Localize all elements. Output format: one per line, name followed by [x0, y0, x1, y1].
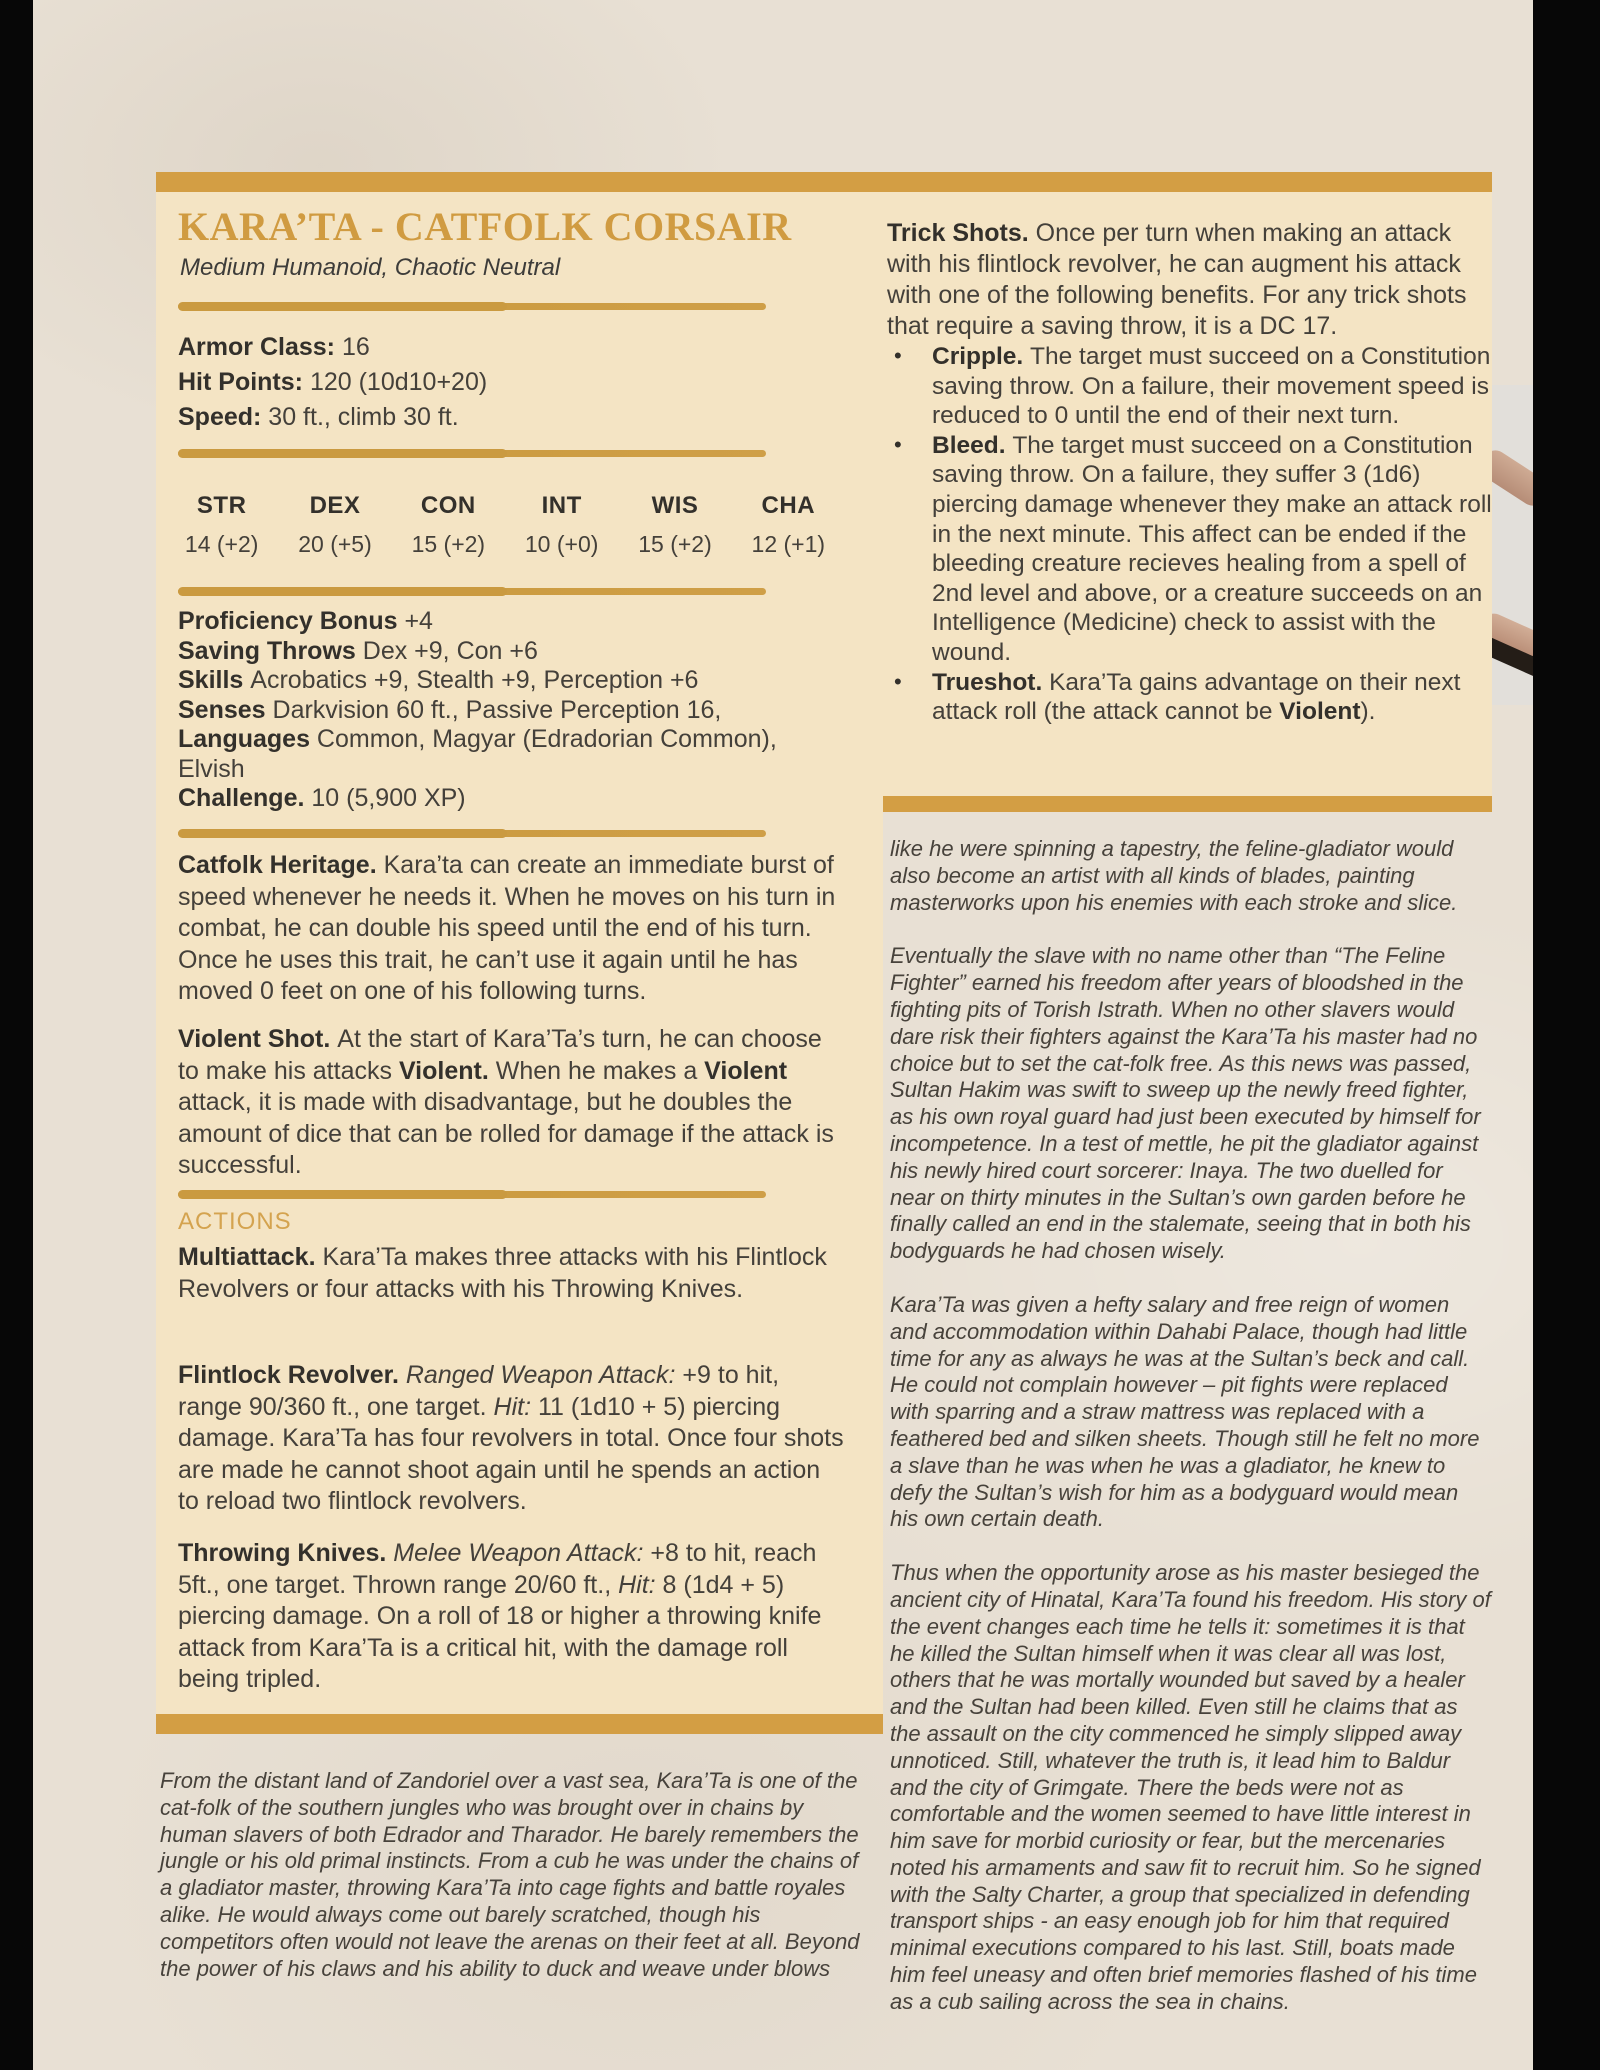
- hit-points-line: Hit Points: 120 (10d10+20): [178, 368, 488, 396]
- saving-throws-line: Saving Throws Dex +9, Con +6: [178, 636, 538, 665]
- ability-name: DEX: [309, 492, 361, 519]
- trick-shots-intro: Trick Shots. Once per turn when making an attack with his flintlock revolver, he can augment his attack with one of the following benefits. For any trick shots that require a saving throw, it is a DC 17.: [887, 219, 1467, 340]
- left-column-end-gold-bar: [156, 1714, 883, 1734]
- gold-divider: [178, 588, 766, 595]
- ability-score: 14 (+2): [184, 531, 259, 557]
- gold-divider: [178, 1191, 766, 1198]
- lore-column-right: [890, 836, 1492, 2043]
- challenge-line: Challenge. 10 (5,900 XP): [178, 784, 466, 812]
- armor-class-line: Armor Class: 16: [178, 333, 370, 361]
- panel-top-gold-bar: [156, 172, 1492, 192]
- lore-paragraph: Eventually the slave with no name other than “The Feline Fighter” earned his freedom after years of bloodshed in the fighting pits of Torish Istrath. When no other slavers would dare risk their fighters against the Kara’Ta his master had no choice but to set the cat-folk free. As this news was passed, Sultan Hakim was swift to sweep up the newly freed fighter, as his own royal guard had just been executed by himself for incompetence. In a test of mettle, he pit the gladiator against his newly hired court sorcerer: Inaya. The two duelled for near on thirty minutes in the Sultan’s own garden before he finally called an end in the stalemate, seeing that in both his bodyguards he had chosen wisely.: [890, 943, 1481, 1264]
- creature-title: KARA’TA - CATFOLK CORSAIR: [178, 204, 792, 249]
- lore-paragraph: like he were spinning a tapestry, the feline-gladiator would also become an artist with all kinds of blades, painting masterworks upon his enemies with each stroke and slice.: [890, 836, 1458, 915]
- bullet-text: Cripple. The target must succeed on a Constitution saving throw. On a failure, their movement speed is reduced to 0 until the end of their next turn.: [932, 343, 1491, 430]
- ability-score: 20 (+5): [298, 531, 372, 557]
- illustration-fragment: [1492, 385, 1533, 705]
- ability-name: CON: [420, 492, 476, 519]
- ability-dex: [278, 492, 391, 558]
- bullet-icon: •: [894, 668, 902, 694]
- action-multiattack: Multiattack. Kara’Ta makes three attacks with his Flintlock Revolvers or four attacks with his Throwing Knives.: [178, 1243, 827, 1303]
- ability-int: [505, 492, 618, 558]
- action-throwing-knives: Throwing Knives. Melee Weapon Attack: +8 to hit, reach 5ft., one target. Thrown range 20/60 ft., Hit: 8 (1d4 + 5) piercing damage. On a roll of 18 or higher a throwing knife attack from Kara’Ta is a critical hit, with the damage roll being tripled.: [178, 1539, 822, 1693]
- action-flintlock-revolver: Flintlock Revolver. Ranged Weapon Attack: +9 to hit, range 90/360 ft., one target. Hit: 11 (1d10 + 5) piercing damage. Kara’Ta has four revolvers in total. Once four shots are made he cannot shoot again until he spends an action to reload two flintlock revolvers.: [178, 1361, 844, 1515]
- ability-con: [392, 492, 505, 558]
- actions-section-header: ACTIONS: [178, 1208, 292, 1235]
- bullet-text: Trueshot. Kara’Ta gains advantage on their next attack roll (the attack cannot be Violent).: [932, 668, 1461, 726]
- trick-shot-cripple: [880, 342, 1492, 431]
- bullet-icon: •: [894, 431, 902, 457]
- core-stats: [178, 330, 818, 435]
- ability-score: 15 (+2): [638, 531, 712, 557]
- trick-shot-trueshot: [880, 668, 1492, 727]
- speed-line: Speed: 30 ft., climb 30 ft.: [178, 403, 459, 431]
- ability-score-table: [165, 492, 845, 558]
- ability-wis: [618, 492, 731, 558]
- bullet-text: Bleed. The target must succeed on a Constitution saving throw. On a failure, they suffer 3 (1d6) piercing damage whenever they make an attack roll in the next minute. This affect can be ended if the bleeding creature recieves healing from a spell of 2nd level and above, or a creature succeeds on an Intelligence (Medicine) check to assist with the wound.: [932, 431, 1492, 666]
- left-black-border: [0, 0, 33, 2070]
- ability-score: 10 (+0): [524, 531, 599, 557]
- gold-divider: [178, 450, 766, 457]
- creature-subtitle: Medium Humanoid, Chaotic Neutral: [180, 254, 561, 281]
- ability-name: STR: [196, 492, 247, 519]
- ability-name: CHA: [761, 492, 816, 519]
- languages-line: Languages Common, Magyar (Edradorian Common), Elvish: [178, 725, 777, 783]
- creature-details: [178, 607, 790, 814]
- lore-paragraph: Kara’Ta was given a hefty salary and free reign of women and accommodation within Dahabi Palace, though had little time for any as always he was at the Sultan’s beck and call. He could not complain however – pit fights were replaced with sparring and a straw mattress was replaced with a feathered bed and silken sheets. Though still he felt no more a slave than he was when he was a gladiator, he knew to defy the Sultan’s wish for him as a bodyguard would mean his own certain death.: [890, 1291, 1480, 1532]
- bullet-icon: •: [894, 343, 902, 368]
- ability-score: 12 (+1): [751, 531, 826, 557]
- trick-shot-bleed: [880, 431, 1492, 668]
- ability-score: 15 (+2): [411, 531, 486, 557]
- gold-divider: [178, 830, 766, 837]
- senses-line: Senses Darkvision 60 ft., Passive Perception 16,: [178, 695, 722, 724]
- lore-paragraph-left: From the distant land of Zandoriel over a vast sea, Kara’Ta is one of the cat-folk of the southern jungles who was brought over in chains by human slavers of both Edrador and Tharador. He barely remembers the jungle or his old primal instincts. From a cub he was under the chains of a gladiator master, throwing Kara’Ta into cage fights and battle royales alike. He would always come out barely scratched, though his competitors often would not leave the arenas on their feet at all. Beyond the power of his claws and his ability to duck and weave under blows: [160, 1768, 860, 1981]
- gold-divider: [178, 303, 766, 310]
- ability-cha: [732, 492, 845, 558]
- trait-violent-shot: Violent Shot. At the start of Kara’Ta’s turn, he can choose to make his attacks Violent. When he makes a Violent attack, it is made with disadvantage, but he doubles the amount of dice that can be rolled for damage if the attack is successful.: [178, 1025, 834, 1179]
- skills-line: Skills Acrobatics +9, Stealth +9, Perception +6: [178, 666, 699, 694]
- ability-str: [165, 492, 278, 558]
- lore-paragraph: Thus when the opportunity arose as his master besieged the ancient city of Hinatal, Kara’Ta found his freedom. His story of the event changes each time he tells it: sometimes it is that he killed the Sultan himself when it was clear all was lost, others that he was mortally wounded but saved by a healer and the Sultan had been killed. Even still he claims that as the assault on the city commenced he simply slipped away unnoticed. Still, whatever the truth is, it lead him to Baldur and the city of Grimgate. There the beds were not as comfortable and the women seemed to have little interest in him save for morbid curiosity or fear, but the mercenaries noted his armaments and saw fit to recruit him. So he signed with the Salty Charter, a group that specialized in defending transport ships - an easy enough job for him that required minimal executions compared to his last. Still, boats made him feel uneasy and often brief memories flashed of his time as a cub sailing across the sea in chains.: [890, 1560, 1491, 2014]
- trait-catfolk-heritage: Catfolk Heritage. Kara’ta can create an immediate burst of speed whenever he needs it. When he moves on his turn in combat, he can double his speed until the end of his turn. Once he uses this trait, he can’t use it again until he has moved 0 feet on one of his following turns.: [178, 851, 836, 1005]
- proficiency-bonus-line: Proficiency Bonus +4: [178, 607, 433, 635]
- claw-finger-shape: [1492, 446, 1533, 510]
- right-black-border: [1533, 0, 1600, 2070]
- ability-name: WIS: [651, 492, 699, 519]
- right-column-end-gold-bar: [883, 796, 1492, 812]
- ability-name: INT: [541, 492, 582, 519]
- trick-shots-options: [880, 342, 1492, 727]
